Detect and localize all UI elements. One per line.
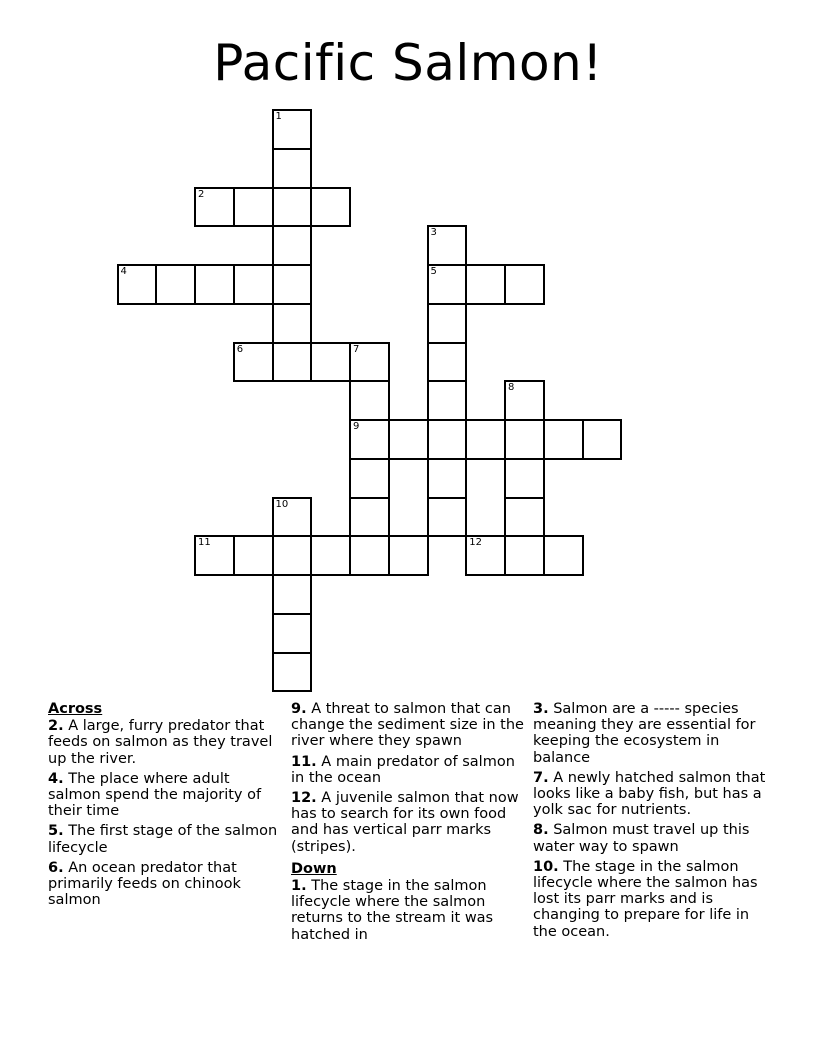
clue-text: A threat to salmon that can change the sediment size in the river where they spawn	[291, 701, 524, 750]
grid-cell[interactable]	[310, 535, 351, 576]
cell-number: 5	[430, 266, 437, 277]
clue-number: 1.	[291, 878, 307, 895]
grid-cell[interactable]	[194, 187, 235, 228]
clue-number: 8.	[533, 822, 549, 839]
grid-cell[interactable]	[194, 264, 235, 305]
clue-down-3	[533, 701, 773, 766]
cell-number: 3	[430, 227, 437, 239]
clue-text: A large, furry predator that feeds on salmon as they travel up the river.	[48, 718, 273, 767]
grid-cell[interactable]	[155, 264, 196, 305]
grid-cell[interactable]	[465, 535, 506, 576]
grid-cell[interactable]	[310, 342, 351, 383]
clues-column-1	[48, 701, 284, 912]
grid-cell[interactable]	[427, 458, 468, 499]
clue-down-8	[533, 822, 773, 854]
grid-cell[interactable]	[504, 380, 545, 421]
cell-number: 9	[353, 421, 360, 432]
clue-number: 4.	[48, 770, 64, 787]
grid-cell[interactable]	[388, 419, 429, 460]
grid-cell[interactable]	[194, 535, 235, 576]
clue-text: The first stage of the salmon lifecycle	[48, 823, 278, 856]
grid-cell[interactable]	[427, 303, 468, 344]
across-header: Across	[48, 701, 103, 717]
clue-number: 10.	[533, 858, 559, 875]
grid-cell[interactable]	[504, 458, 545, 499]
cell-number: 12	[469, 537, 482, 549]
grid-cell[interactable]	[504, 497, 545, 538]
grid-cell[interactable]	[233, 264, 274, 305]
cell-number: 8	[508, 382, 515, 394]
grid-cell[interactable]	[349, 497, 390, 538]
grid-cell[interactable]	[233, 342, 274, 383]
grid-cell[interactable]	[349, 342, 390, 383]
grid-cell[interactable]	[465, 419, 506, 460]
down-header: Down	[291, 860, 337, 877]
grid-cell[interactable]	[272, 652, 313, 693]
clue-across-6	[48, 860, 284, 909]
cell-number: 1	[275, 111, 282, 122]
cell-number: 7	[353, 343, 360, 355]
grid-cell[interactable]	[465, 264, 506, 305]
grid-cell[interactable]	[504, 419, 545, 460]
clue-text: The stage in the salmon lifecycle where the salmon has lost its parr marks and is changing to prepare for life in the ocean.	[533, 858, 758, 940]
grid-cell[interactable]	[272, 342, 313, 383]
grid-cell[interactable]	[543, 535, 584, 576]
grid-cell[interactable]	[427, 497, 468, 538]
clue-text: A main predator of salmon in the ocean	[291, 753, 515, 786]
grid-cell[interactable]	[504, 264, 545, 305]
clue-number: 2.	[48, 718, 64, 735]
grid-cell[interactable]	[504, 535, 545, 576]
grid-cell[interactable]	[272, 613, 313, 654]
grid-cell[interactable]	[349, 380, 390, 421]
clue-across-9	[291, 701, 527, 750]
clue-text: A newly hatched salmon that looks like a baby fish, but has a yolk sac for nutrients.	[533, 769, 766, 819]
clue-across-11	[291, 754, 527, 786]
clue-number: 11.	[291, 753, 317, 770]
grid-cell[interactable]	[427, 380, 468, 421]
grid-cell[interactable]	[272, 574, 313, 615]
clue-text: The place where adult salmon spend the majority of their time	[48, 770, 262, 820]
grid-cell[interactable]	[117, 264, 158, 305]
grid-cell[interactable]	[310, 187, 351, 228]
clue-number: 9.	[291, 701, 307, 717]
grid-cell[interactable]	[427, 225, 468, 266]
clue-number: 3.	[533, 701, 549, 717]
clue-number: 12.	[291, 790, 317, 807]
grid-cell[interactable]	[272, 187, 313, 228]
grid-cell[interactable]	[427, 419, 468, 460]
grid-cell[interactable]	[582, 419, 623, 460]
cell-number: 6	[236, 343, 244, 355]
grid-cell[interactable]	[388, 535, 429, 576]
clue-number: 5.	[48, 823, 64, 840]
clue-number: 6.	[48, 859, 64, 876]
clue-text: Salmon must travel up this water way to spawn	[533, 822, 750, 855]
grid-cell[interactable]	[349, 458, 390, 499]
grid-cell[interactable]	[349, 419, 390, 460]
puzzle-title: Pacific Salmon!	[213, 34, 603, 92]
clues-column-3	[533, 701, 773, 944]
grid-cell[interactable]	[272, 303, 313, 344]
grid-cell[interactable]	[233, 187, 274, 228]
clue-across-4	[48, 771, 284, 820]
clue-number: 7.	[533, 769, 549, 786]
grid-cell[interactable]	[349, 535, 390, 576]
grid-cell[interactable]	[427, 342, 468, 383]
clue-across-5	[48, 823, 284, 855]
grid-cell[interactable]	[272, 264, 313, 305]
grid-cell[interactable]	[272, 148, 313, 189]
grid-cell[interactable]	[272, 109, 313, 150]
grid-cell[interactable]	[272, 225, 313, 266]
grid-cell[interactable]	[233, 535, 274, 576]
grid-cell[interactable]	[272, 535, 313, 576]
clue-text: An ocean predator that primarily feeds on chinook salmon	[48, 859, 241, 909]
cell-number: 4	[120, 266, 127, 277]
clue-down-10	[533, 859, 773, 940]
clue-text: Salmon are a ----- species meaning they are essential for keeping the ecosystem in balance	[533, 701, 756, 766]
cell-number: 10	[275, 498, 289, 510]
clue-across-2	[48, 718, 284, 767]
cell-number: 2	[198, 188, 205, 200]
clue-text: The stage in the salmon lifecycle where the salmon returns to the stream it was hatched in	[291, 878, 494, 943]
grid-cell[interactable]	[543, 419, 584, 460]
clues-column-2	[291, 701, 527, 947]
clue-down-1	[291, 878, 527, 943]
clue-text: A juvenile salmon that now has to search for its own food and has vertical parr marks (stripes).	[291, 790, 519, 855]
cell-number: 11	[198, 537, 211, 549]
clue-across-12	[291, 790, 527, 855]
grid-cell[interactable]	[272, 497, 313, 538]
grid-cell[interactable]	[427, 264, 468, 305]
clue-down-7	[533, 770, 773, 819]
